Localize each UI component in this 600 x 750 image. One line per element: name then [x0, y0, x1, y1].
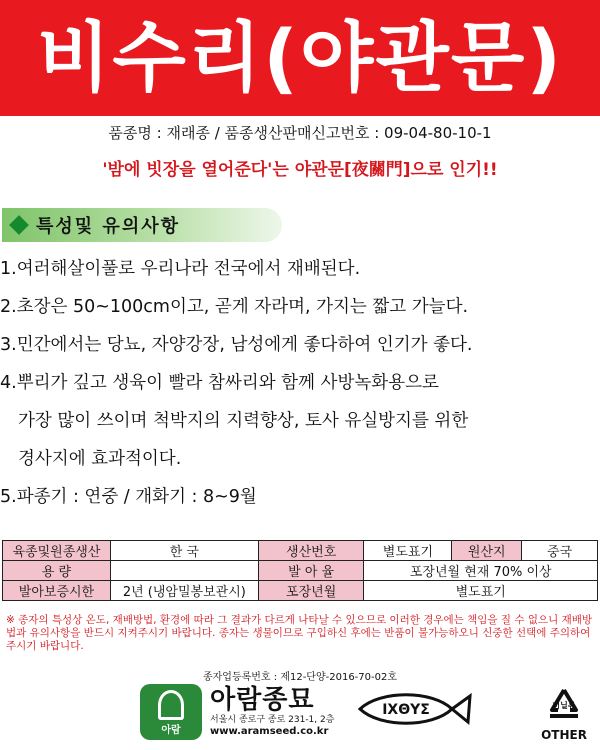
title-banner	[0, 0, 600, 116]
sprout-emblem-icon	[140, 684, 202, 740]
leaf-shape	[158, 690, 184, 720]
guarantee-label: 발아보증시한	[3, 581, 111, 601]
table-row	[3, 541, 598, 561]
recycle-mark	[534, 686, 594, 742]
company-name: 아람종묘	[210, 685, 315, 715]
slogan: '밤에 빗장을 열어준다'는 야관문[夜關門]으로 인기!!	[102, 160, 498, 180]
serial-value: 별도표기	[364, 541, 452, 561]
section-heading	[2, 208, 282, 242]
table-row	[3, 581, 598, 601]
feature-item: 3.민간에서는 당뇨, 자양강장, 남성에게 좋다하여 인기가 좋다.	[0, 335, 473, 355]
guarantee-value: 2년 (냉암밀봉보관시)	[110, 581, 258, 601]
product-title: 비수리(야관문)	[37, 13, 563, 102]
recycle-label: 비닐류	[552, 701, 576, 710]
packdate-label: 포장년월	[258, 581, 364, 601]
company-address: 서울시 종로구 종로 231-1, 2층	[210, 715, 335, 725]
section-title: 특성및 유의사항	[36, 216, 180, 237]
germination-value: 포장년월 현재 70% 이상	[364, 561, 598, 581]
feature-item: 5.파종기 : 연중 / 개화기 : 8~9월	[0, 487, 257, 507]
spec-table	[2, 540, 598, 601]
company-logo	[140, 684, 334, 740]
feature-item-continued: 가장 많이 쓰이며 척박지의 지력향상, 토사 유실방지를 위한	[18, 411, 469, 431]
feature-item: 4.뿌리가 깊고 생육이 빨라 참싸리와 함께 사방녹화용으로	[0, 373, 439, 393]
packdate-value: 별도표기	[364, 581, 598, 601]
country-label: 원산지	[452, 541, 522, 561]
recycle-icon	[542, 686, 586, 726]
business-registration: 종자업등록번호 : 제12-단양-2016-70-02호	[202, 672, 398, 683]
feature-item: 2.초장은 50~100cm이고, 곧게 자라며, 가지는 짧고 가늘다.	[0, 297, 469, 317]
feature-list	[0, 250, 600, 516]
fish-text: ΙΧΘΥΣ	[382, 702, 430, 718]
emblem-label: 아람	[161, 725, 181, 736]
origin-label: 육종및원종생산	[3, 541, 111, 561]
recycle-other-label: OTHER	[541, 728, 587, 742]
capacity-label: 용 량	[3, 561, 111, 581]
registration-info: 품종명 : 재래종 / 품종생산판매신고번호 : 09-04-80-10-1	[108, 124, 492, 142]
company-url: www.aramseed.co.kr	[210, 726, 329, 737]
germination-label: 발 아 율	[258, 561, 364, 581]
notice-text: ※ 종자의 특성상 온도, 재배방법, 환경에 따라 그 결과가 다르게 나타날 수 있으므로 이러한 경우에는 책임을 질 수 없으니 재배방법과 유의사항을 반드시 지켜주시기 바랍니다. 종자는 생물이므로 구입하신 후에는 반품이 불가능하오니 신중한 선택에 주의하여 주시기 바랍니다.	[6, 614, 593, 652]
feature-item-continued: 경사지에 효과적이다.	[18, 449, 182, 469]
company-info	[210, 686, 334, 738]
feature-item: 1.여러해살이풀로 우리나라 전국에서 재배된다.	[0, 259, 361, 279]
country-value: 중국	[522, 541, 598, 561]
serial-label: 생산번호	[258, 541, 364, 561]
origin-value: 한 국	[110, 541, 258, 561]
table-row	[3, 561, 598, 581]
diamond-bullet-icon	[9, 215, 29, 235]
ichthys-fish-icon	[356, 692, 474, 730]
fish-outline	[356, 692, 474, 726]
capacity-value	[110, 561, 258, 581]
